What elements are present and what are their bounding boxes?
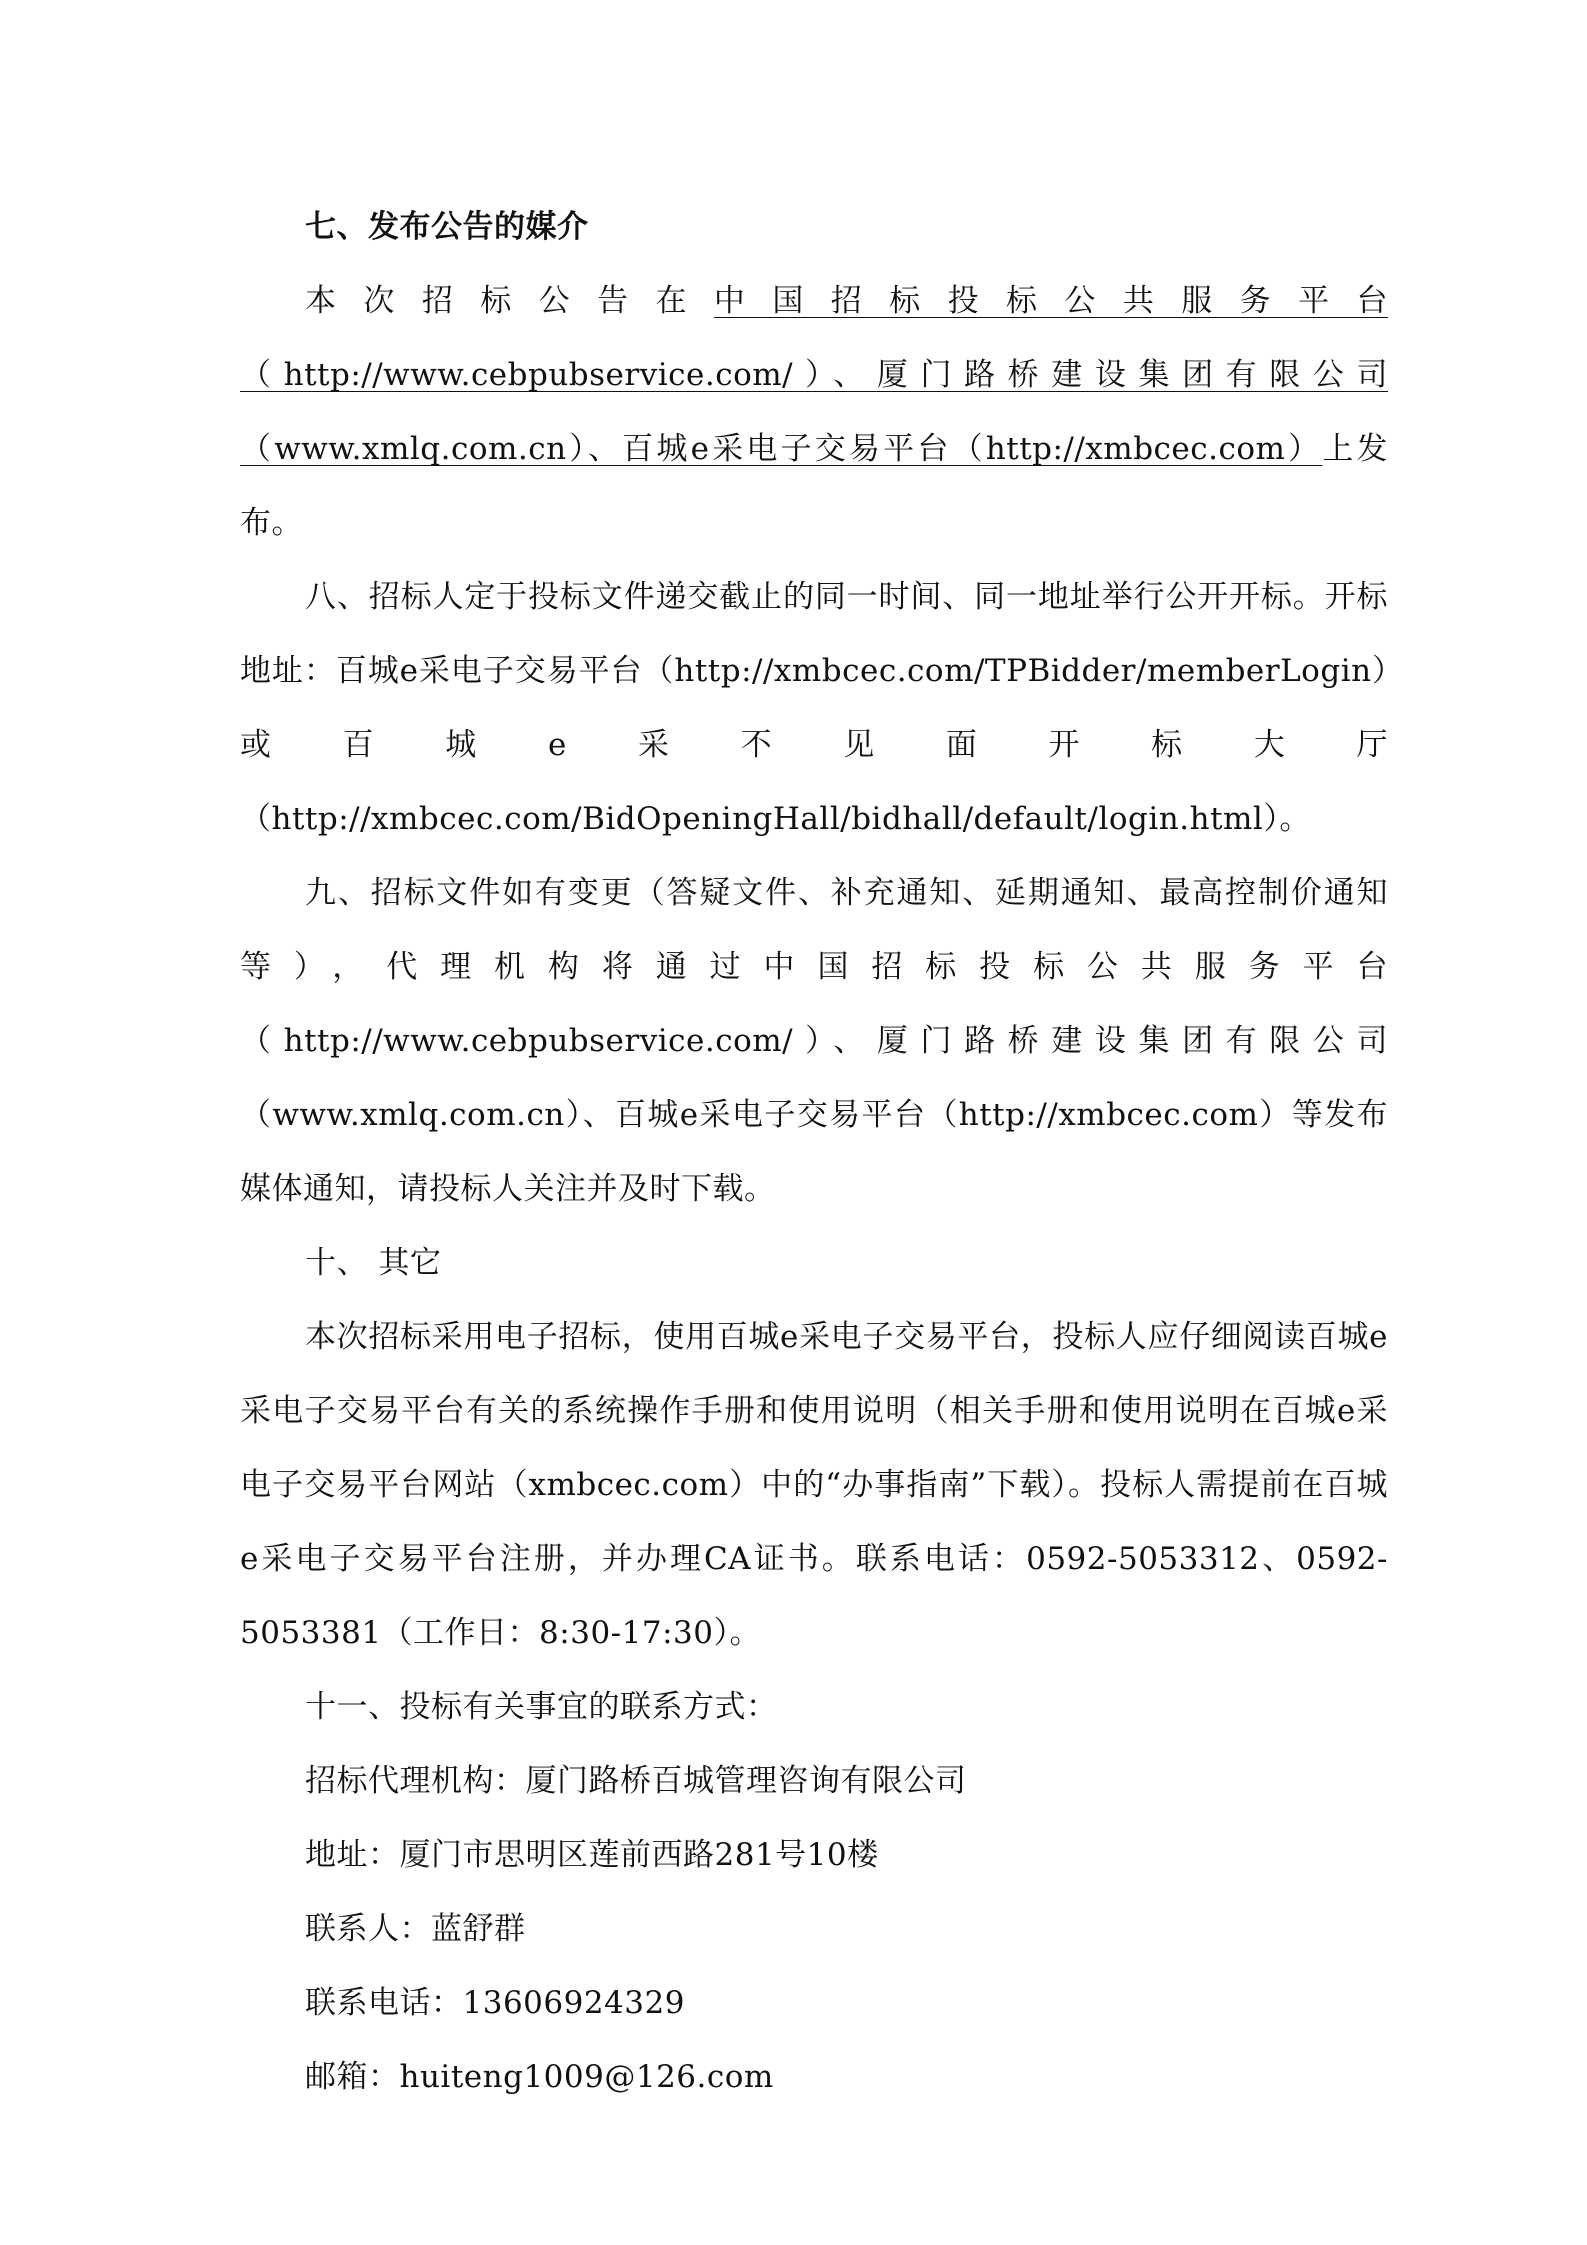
section-11-heading: 十一、投标有关事宜的联系方式： [305,1689,778,1725]
phone-line: 联系电话：13606924329 [305,1985,685,2021]
media-xmbcec: （http://xmbcec.com） [951,431,1323,467]
section-7-paragraph [240,264,1388,560]
contact-person-line: 联系人：蓝舒群 [305,1911,526,1947]
section-7-heading: 七、发布公告的媒介 [305,209,589,245]
section-10-heading: 十、 其它 [305,1245,442,1281]
section-7-tail: 上发布。 [240,431,1388,541]
media-xmlq: 厦门路桥建设集团有限公司（www.xmlq.com.cn）、百城e采电子交易平台 [240,357,1388,467]
email-line: 邮箱：huiteng1009@126.com [305,2059,774,2095]
address-line: 地址：厦门市思明区莲前西路281号10楼 [305,1837,879,1873]
section-8-paragraph: 八、招标人定于投标文件递交截止的同一时间、同一地址举行公开开标。开标地址：百城e采电子交易平台（http://xmbcec.com/TPBidder/memberLogin）或百城e采不见面开标大厅（http://xmbcec.com/BidOpeningHall/bidhall/default/login.html）。 [240,579,1388,837]
section-9-paragraph: 九、招标文件如有变更（答疑文件、补充通知、延期通知、最高控制价通知等），代理机构将通过中国招标投标公共服务平台（http://www.cebpubservice.com/）、厦门路桥建设集团有限公司（www.xmlq.com.cn）、百城e采电子交易平台（http://xmbcec.com）等发布媒体通知，请投标人关注并及时下载。 [240,875,1388,1207]
agency-line: 招标代理机构：厦门路桥百城管理咨询有限公司 [305,1763,967,1799]
document-body [240,190,1388,2114]
section-7-lead: 本次招标公告在 [305,283,714,319]
section-10-paragraph: 本次招标采用电子招标，使用百城e采电子交易平台，投标人应仔细阅读百城e采电子交易平台有关的系统操作手册和使用说明（相关手册和使用说明在百城e采电子交易平台网站（xmbcec.com）中的“办事指南”下载）。投标人需提前在百城e采电子交易平台注册，并办理CA证书。联系电话：0592-5053312、0592-5053381（工作日：8:30-17:30）。 [240,1319,1388,1651]
media-cebpubservice: 中国招标投标公共服务平台（http://www.cebpubservice.com/）、 [240,283,1389,393]
